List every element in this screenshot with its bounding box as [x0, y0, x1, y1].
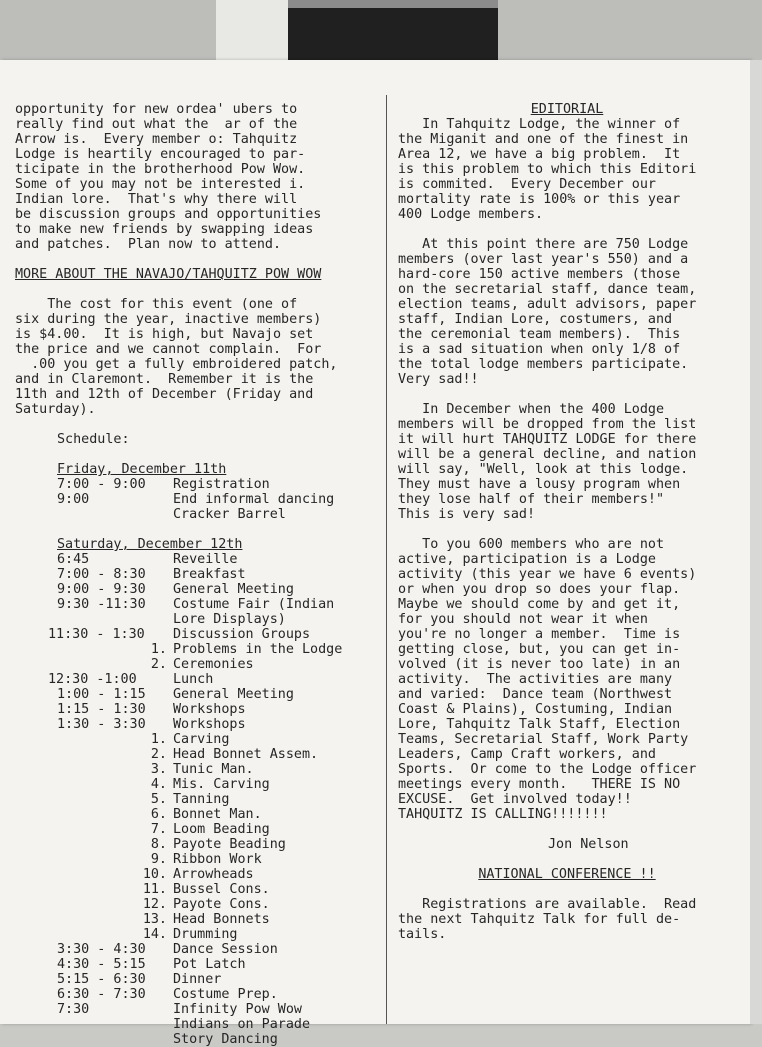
schedule-row [15, 972, 375, 987]
national-conference-paragraph [398, 897, 736, 942]
text-line: In December when the 400 Lodge [398, 402, 665, 417]
text-line: getting close, but, you can get in- [398, 642, 681, 657]
editorial-paragraph-1 [398, 117, 736, 222]
schedule-activity: Dinner [173, 972, 222, 987]
schedule-row [15, 1017, 375, 1032]
text-line: Saturday). [15, 402, 96, 417]
schedule-time: 1:00 - 1:15 [57, 687, 146, 702]
schedule-row [15, 597, 375, 612]
schedule-activity: Workshops [173, 717, 246, 732]
cost-paragraph [15, 297, 375, 417]
subitem-text: Problems in the Lodge [173, 642, 343, 657]
schedule-activity: Cracker Barrel [173, 507, 286, 522]
text-line: Very sad!! [398, 372, 479, 387]
schedule-row [15, 477, 375, 492]
schedule-time: 9:00 [57, 492, 90, 507]
text-line: Indian lore. That's why there will [15, 192, 298, 207]
text-line: The cost for this event (one of [15, 297, 298, 312]
schedule-time: 1:30 - 3:30 [57, 717, 146, 732]
text-line: will say, "Well, look at this lodge. [398, 462, 689, 477]
schedule-subitem [15, 732, 375, 747]
text-line: tails. [398, 927, 447, 942]
schedule-row [15, 582, 375, 597]
spacer [15, 522, 375, 537]
text-line: really find out what the ar of the [15, 117, 298, 132]
schedule-subitem [15, 807, 375, 822]
spacer [398, 822, 736, 837]
page-edge [750, 60, 762, 1024]
schedule-subitem [15, 837, 375, 852]
text-line: is this problem to which this Editori [398, 162, 697, 177]
spacer [398, 522, 736, 537]
editorial-paragraph-2 [398, 237, 736, 387]
schedule-time: 11:30 - 1:30 [48, 627, 145, 642]
editorial-heading: EDITORIAL [530, 102, 604, 117]
text-line: volved (it is never too late) in an [398, 657, 681, 672]
subitem-text: Payote Cons. [173, 897, 270, 912]
text-line: Lore, Tahquitz Talk Staff, Election [398, 717, 681, 732]
schedule-subitem [15, 747, 375, 762]
schedule-activity: Indians on Parade [173, 1017, 311, 1032]
schedule-time: 9:30 -11:30 [57, 597, 146, 612]
schedule-subitem [15, 852, 375, 867]
editorial-paragraph-4 [398, 537, 736, 822]
national-conference-heading: NATIONAL CONFERENCE !! [478, 867, 656, 882]
schedule-activity: End informal dancing [173, 492, 335, 507]
schedule-activity: Lore Displays) [173, 612, 286, 627]
schedule-time: 5:15 - 6:30 [57, 972, 146, 987]
text-line: Some of you may not be interested i. [15, 177, 306, 192]
schedule-time: 6:45 [57, 552, 90, 567]
schedule-activity: Lunch [173, 672, 214, 687]
subitem-text: Tanning [173, 792, 230, 807]
schedule-row [15, 957, 375, 972]
text-line: hard-core 150 active members (those [398, 267, 681, 282]
intro-paragraph [15, 102, 375, 252]
text-line: they lose half of their members!" [398, 492, 665, 507]
schedule-time: 7:00 - 8:30 [57, 567, 146, 582]
friday-schedule [15, 477, 375, 522]
schedule-row [15, 492, 375, 507]
subitem-text: Ceremonies [173, 657, 254, 672]
subitem-text: Carving [173, 732, 230, 747]
subitem-text: Loom Beading [173, 822, 270, 837]
schedule-row [15, 717, 375, 732]
schedule-activity: General Meeting [173, 687, 294, 702]
schedule-time: 4:30 - 5:15 [57, 957, 146, 972]
dark-object [288, 0, 498, 62]
schedule-row [15, 942, 375, 957]
subitem-text: Head Bonnet Assem. [173, 747, 319, 762]
text-line: and patches. Plan now to attend. [15, 237, 282, 252]
dark-object-edge [288, 0, 498, 8]
text-line: six during the year, inactive members) [15, 312, 322, 327]
subitem-number: 11. [142, 882, 167, 897]
schedule-row [15, 672, 375, 687]
text-line: and in Claremont. Remember it is the [15, 372, 314, 387]
text-line: They must have a lousy program when [398, 477, 681, 492]
binder-clip [216, 0, 288, 62]
schedule-time: 12:30 -1:00 [48, 672, 137, 687]
schedule-row [15, 987, 375, 1002]
schedule-time: 9:00 - 9:30 [57, 582, 146, 597]
text-line: will be a general decline, and nation [398, 447, 697, 462]
schedule-activity: Registration [173, 477, 270, 492]
schedule-time: 3:30 - 4:30 [57, 942, 146, 957]
subitem-text: Tunic Man. [173, 762, 254, 777]
schedule-activity: Costume Prep. [173, 987, 278, 1002]
subitem-number: 13. [142, 912, 167, 927]
subitem-number: 8. [150, 837, 167, 852]
text-line: Sports. Or come to the Lodge officer [398, 762, 697, 777]
spacer [398, 852, 736, 867]
text-line: for you should not wear it when [398, 612, 648, 627]
schedule-activity: Dance Session [173, 942, 278, 957]
schedule-row [15, 627, 375, 642]
text-line: you're no longer a member. Time is [398, 627, 681, 642]
subitem-text: Bonnet Man. [173, 807, 262, 822]
subitem-text: Head Bonnets [173, 912, 270, 927]
schedule-row [15, 507, 375, 522]
friday-heading: Friday, December 11th [57, 462, 227, 477]
schedule-activity: Breakfast [173, 567, 246, 582]
subitem-number: 2. [150, 657, 167, 672]
text-line: the price and we cannot complain. For [15, 342, 322, 357]
text-line: activity. The activities are many [398, 672, 673, 687]
subitem-number: 1. [150, 642, 167, 657]
text-line: members (over last year's 550) and a [398, 252, 689, 267]
schedule-subitem [15, 777, 375, 792]
text-line: and varied: Dance team (Northwest [398, 687, 673, 702]
schedule-row [15, 552, 375, 567]
subitem-number: 5. [150, 792, 167, 807]
text-line: 11th and 12th of December (Friday and [15, 387, 314, 402]
text-line: TAHQUITZ IS CALLING!!!!!!! [398, 807, 608, 822]
subitem-number: 12. [142, 897, 167, 912]
text-line: This is very sad! [398, 507, 536, 522]
text-line: is a sad situation when only 1/8 of [398, 342, 681, 357]
schedule-activity: Story Dancing [173, 1032, 278, 1047]
text-line: active, participation is a Lodge [398, 552, 656, 567]
subitem-number: 7. [150, 822, 167, 837]
signature: Jon Nelson [548, 837, 629, 852]
saturday-heading: Saturday, December 12th [57, 537, 243, 552]
text-line: the Miganit and one of the finest in [398, 132, 689, 147]
spacer [398, 882, 736, 897]
text-line: on the secretarial staff, dance team, [398, 282, 697, 297]
text-line: election teams, adult advisors, paper [398, 297, 697, 312]
subitem-number: 10. [142, 867, 167, 882]
schedule-activity: Workshops [173, 702, 246, 717]
text-line: it will hurt TAHQUITZ LODGE for there [398, 432, 697, 447]
schedule-row [15, 567, 375, 582]
text-line: .00 you get a fully embroidered patch, [15, 357, 338, 372]
text-line: members will be dropped from the list [398, 417, 697, 432]
text-line: Lodge is heartily encouraged to par- [15, 147, 306, 162]
schedule-row [15, 687, 375, 702]
spacer [398, 222, 736, 237]
schedule-row [15, 1002, 375, 1017]
text-line: Registrations are available. Read [398, 897, 697, 912]
schedule-label: Schedule: [57, 432, 130, 447]
subitem-text: Ribbon Work [173, 852, 262, 867]
text-line: At this point there are 750 Lodge [398, 237, 689, 252]
subitem-number: 9. [150, 852, 167, 867]
schedule-subitem [15, 762, 375, 777]
subitem-text: Mis. Carving [173, 777, 270, 792]
schedule-time: 6:30 - 7:30 [57, 987, 146, 1002]
text-line: be discussion groups and opportunities [15, 207, 322, 222]
text-line: the next Tahquitz Talk for full de- [398, 912, 681, 927]
subitem-number: 6. [150, 807, 167, 822]
schedule-row [15, 1032, 375, 1047]
schedule-time: 7:30 [57, 1002, 90, 1017]
text-line: EXCUSE. Get involved today!! [398, 792, 632, 807]
spacer [15, 417, 375, 432]
schedule-time: 7:00 - 9:00 [57, 477, 146, 492]
text-line: to make new friends by swapping ideas [15, 222, 314, 237]
schedule-activity: Discussion Groups [173, 627, 311, 642]
right-column [398, 102, 736, 942]
spacer [398, 387, 736, 402]
text-line: 400 Lodge members. [398, 207, 544, 222]
text-line: opportunity for new ordea' ubers to [15, 102, 298, 117]
subitem-text: Drumming [173, 927, 238, 942]
text-line: the ceremonial team members). This [398, 327, 681, 342]
text-line: To you 600 members who are not [398, 537, 665, 552]
subitem-text: Bussel Cons. [173, 882, 270, 897]
text-line: activity (this year we have 6 events) [398, 567, 697, 582]
editorial-paragraph-3 [398, 402, 736, 522]
schedule-subitem [15, 882, 375, 897]
subitem-text: Payote Beading [173, 837, 286, 852]
left-column [15, 102, 375, 1047]
schedule-subitem [15, 897, 375, 912]
schedule-subitem [15, 867, 375, 882]
subitem-text: Arrowheads [173, 867, 254, 882]
text-line: staff, Indian Lore, costumers, and [398, 312, 673, 327]
schedule-subitem [15, 822, 375, 837]
saturday-schedule [15, 552, 375, 1047]
schedule-activity: Pot Latch [173, 957, 246, 972]
schedule-subitem [15, 912, 375, 927]
text-line: or when you drop so does your flap. [398, 582, 681, 597]
spacer [15, 447, 375, 462]
schedule-row [15, 702, 375, 717]
text-line: Leaders, Camp Craft workers, and [398, 747, 656, 762]
text-line: Maybe we should come by and get it, [398, 597, 681, 612]
text-line: is commited. Every December our [398, 177, 656, 192]
text-line: mortality rate is 100% or this year [398, 192, 681, 207]
schedule-activity: Infinity Pow Wow [173, 1002, 302, 1017]
schedule-row [15, 612, 375, 627]
text-line: meetings every month. THERE IS NO [398, 777, 681, 792]
text-line: Teams, Secretarial Staff, Work Party [398, 732, 689, 747]
text-line: Area 12, we have a big problem. It [398, 147, 681, 162]
subitem-number: 4. [150, 777, 167, 792]
schedule-subitem [15, 642, 375, 657]
schedule-activity: General Meeting [173, 582, 294, 597]
schedule-subitem [15, 927, 375, 942]
spacer [15, 282, 375, 297]
schedule-time: 1:15 - 1:30 [57, 702, 146, 717]
subitem-number: 14. [142, 927, 167, 942]
text-line: the total lodge members participate. [398, 357, 689, 372]
spacer [15, 252, 375, 267]
subitem-number: 3. [150, 762, 167, 777]
schedule-subitem [15, 657, 375, 672]
section-heading: MORE ABOUT THE NAVAJO/TAHQUITZ POW WOW [15, 267, 322, 282]
schedule-subitem [15, 792, 375, 807]
text-line: is $4.00. It is high, but Navajo set [15, 327, 314, 342]
schedule-activity: Costume Fair (Indian [173, 597, 335, 612]
column-divider [386, 95, 387, 1024]
subitem-number: 2. [150, 747, 167, 762]
text-line: ticipate in the brotherhood Pow Wow. [15, 162, 306, 177]
text-line: Arrow is. Every member o: Tahquitz [15, 132, 298, 147]
text-line: Coast & Plains), Costuming, Indian [398, 702, 673, 717]
subitem-number: 1. [150, 732, 167, 747]
text-line: In Tahquitz Lodge, the winner of [398, 117, 681, 132]
schedule-activity: Reveille [173, 552, 238, 567]
